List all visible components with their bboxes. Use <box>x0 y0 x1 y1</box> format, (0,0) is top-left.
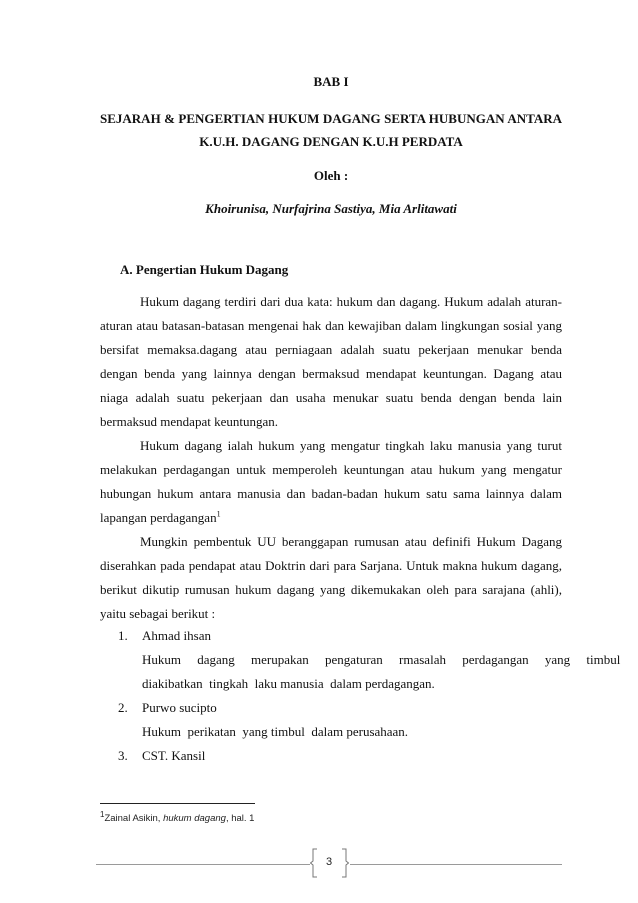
footnote-separator <box>100 803 255 804</box>
footnote-ref: 1 <box>216 509 221 519</box>
paragraph-3 <box>100 530 562 626</box>
list-item-name: Purwo sucipto <box>142 700 217 715</box>
list-item-name: CST. Kansil <box>142 748 206 763</box>
footer-rule-right <box>350 864 562 865</box>
section-heading: A. Pengertian Hukum Dagang <box>120 262 289 277</box>
list-item-desc: Hukum dagang merupakan pengaturan rmasalah perdagangan yang timbul <box>142 652 621 667</box>
footnote-rest: , hal. 1 <box>225 813 255 824</box>
by-label: Oleh : <box>313 168 349 183</box>
paragraph-1-text: Hukum dagang terdiri dari dua kata: hukum dan dagang. Hukum adalah aturan-aturan atau batasan-batasan mengenai hak dan kewajiban dalam lingkungan sosial yang bersifat memaksa.dagang atau perniagaan adalah suatu pekerjaan menukar benda dengan benda yang lainnya dengan bermaksud mendapat keuntungan. Dagang atau niaga adalah suatu pekerjaan dan usaha menukar suatu benda dengan benda lain bermaksud mendapat keuntungan. <box>100 294 562 429</box>
list-item-desc: Hukum perikatan yang timbul dalam perusahaan. <box>142 724 409 739</box>
chapter-title-line1: SEJARAH & PENGERTIAN HUKUM DAGANG SERTA HUBUNGAN ANTARA <box>100 111 562 126</box>
list-item-name: Ahmad ihsan <box>142 628 211 643</box>
paragraph-3-text: Mungkin pembentuk UU beranggapan rumusan atau definifi Hukum Dagang diserahkan pada pendapat atau Doktrin dari para Sarjana. Untuk makna hukum dagang, berikut dikutip rumusan hukum dagang yang dikemukakan oleh para sarajana (ahli), yaitu sebagai berikut : <box>100 534 562 621</box>
footnote <box>100 809 255 824</box>
paragraph-2 <box>100 434 562 530</box>
footnote-author: Zainal Asikin, <box>104 813 164 824</box>
chapter-title-line2: K.U.H. DAGANG DENGAN K.U.H PERDATA <box>199 134 463 149</box>
paragraph-1 <box>100 290 562 434</box>
chapter-label: BAB I <box>313 74 349 89</box>
list-number: 1. <box>118 628 128 643</box>
footnote-number: 1 <box>100 809 105 819</box>
footnote-title: hukum dagang <box>163 813 226 824</box>
authors: Khoirunisa, Nurfajrina Sastiya, Mia Arlitawati <box>205 201 457 216</box>
footer-rule-left <box>96 864 310 865</box>
list-number: 2. <box>118 700 128 715</box>
list-item-desc: diakibatkan tingkah laku manusia dalam perdagangan. <box>142 676 435 691</box>
page-number: 3 <box>325 856 333 868</box>
paragraph-2-text: Hukum dagang ialah hukum yang mengatur tingkah laku manusia yang turut melakukan perdagangan untuk memperoleh keuntungan atau hukum yang mengatur hubungan hukum antara manusia dan badan-badan hukum satu sama lainnya dalam lapangan perdagangan <box>100 438 562 525</box>
list-number: 3. <box>118 748 128 763</box>
